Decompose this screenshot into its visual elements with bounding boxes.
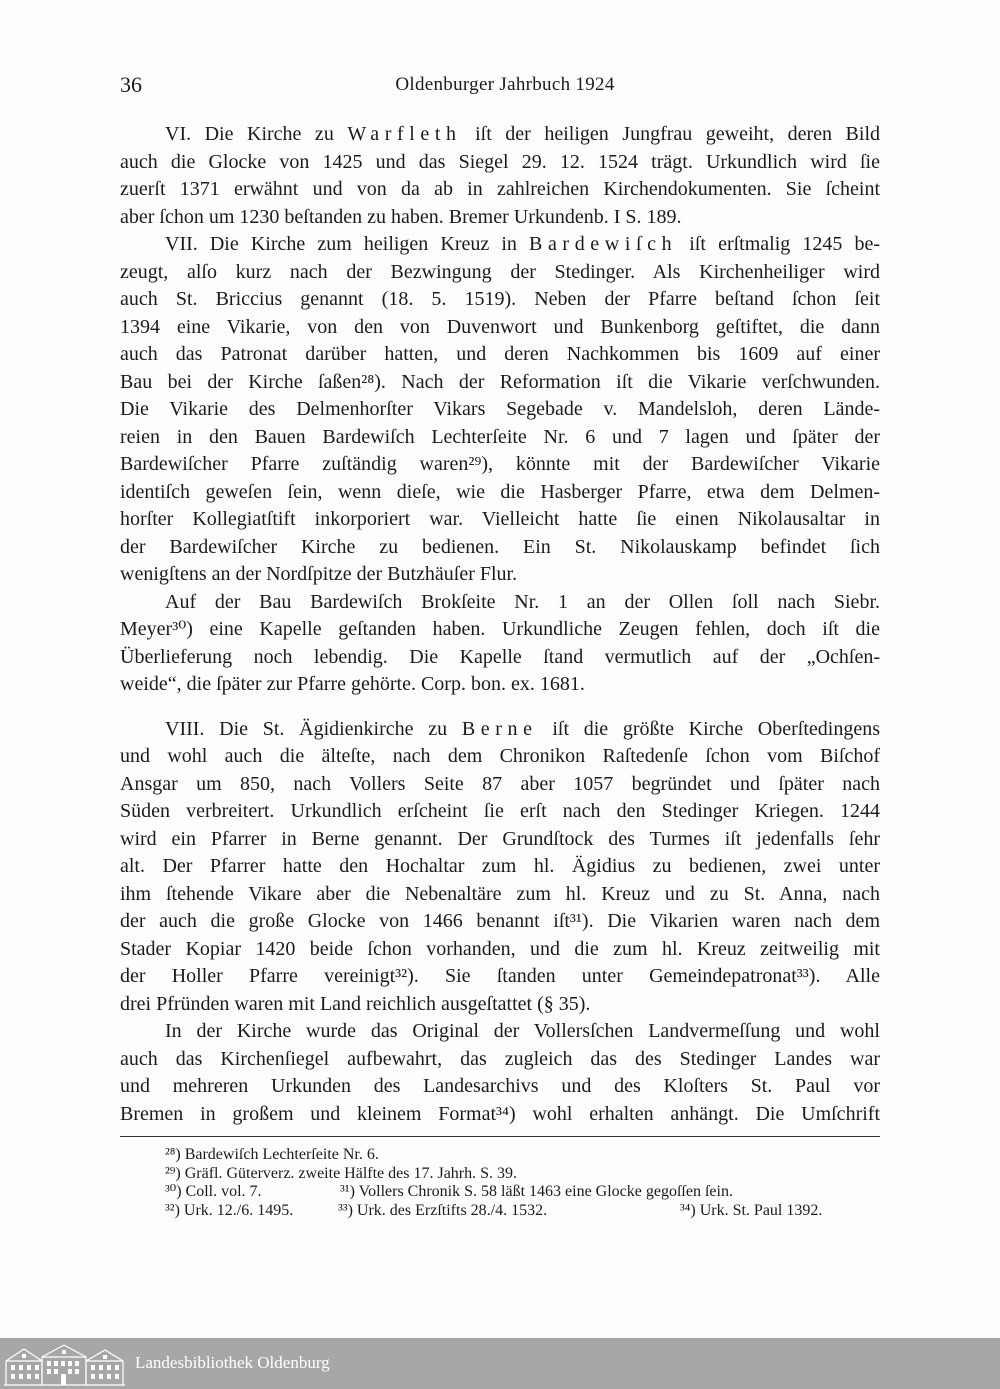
text-line: drei Pfründen waren mit Land reichlich ausgeſtattet (§ 35). [120, 992, 591, 1015]
text-line: zuerſt 1371 erwähnt und von da ab in zahlreichen Kirchendokumenten. Sie ſcheint [120, 178, 880, 200]
text-run: VIII. Die St. Ägidienkirche zu [165, 717, 462, 740]
text-line: der Bardewiſcher Kirche zu bedienen. Ein St. Nikolauskamp befindet ſich [120, 535, 880, 558]
footnote-text: Gräfl. Güterverz. zweite Hälfte des 17. Jahrh. S. 39. [184, 1164, 518, 1182]
text-line: Bremen in großem und kleinem Format³⁴) wohl erhalten anhängt. Die Umſchrift [120, 1102, 880, 1125]
text-line: der Holler Pfarre vereinigt³²). Sie ſtanden unter Gemeindepatronat³³). Alle [120, 965, 880, 987]
footnote-28 [165, 1146, 379, 1165]
footnote-33 [338, 1202, 547, 1221]
text-line: Süden verbreitert. Urkundlich erſcheint ſie erſt nach den Stedinger Kriegen. 1244 [120, 800, 880, 822]
text-line: auch das Patronat darüber hatten, und deren Nachkommen bis 1609 auf einer [120, 343, 880, 365]
text-line: wenigſtens an der Nordſpitze der Butzhäuſer Flur. [120, 563, 518, 585]
text-run: VI. Die Kirche zu [165, 123, 348, 145]
footnote-mark: ²⁸) [165, 1146, 181, 1163]
library-footer-band [0, 1338, 1000, 1389]
text-line: Meyer³⁰) eine Kapelle geſtanden haben. Urkundliche Zeugen fehlen, doch iſt die [120, 618, 880, 640]
footnote-30 [165, 1183, 262, 1202]
footnote-32 [165, 1202, 293, 1221]
footnote-text: Vollers Chronik S. 58 läßt 1463 eine Glocke gegoſſen ſein. [358, 1183, 733, 1201]
text-line: wird ein Pfarrer in Berne genannt. Der Grundſtock des Turmes iſt jedenfalls ſehr [120, 827, 880, 850]
text-line: ihm ſtehende Vikare aber die Nebenaltäre zum hl. Kreuz und zu St. Anna, nach [120, 882, 880, 905]
running-title: Oldenburger Jahrbuch 1924 [395, 74, 615, 95]
text-line: Bau bei der Kirche ſaßen²⁸). Nach der Reformation iſt die Vikarie verſchwunden. [120, 370, 880, 393]
footnote-text: Coll. vol. 7. [185, 1183, 262, 1201]
body-text [120, 121, 880, 1128]
footnote-line [120, 1165, 880, 1184]
library-name: Landesbibliothek Oldenburg [135, 1353, 330, 1372]
spaced-place-name: Berne [461, 717, 538, 740]
text-line: identiſch geweſen ſein, wenn dieſe, wie die Hasberger Pfarre, etwa dem Delmen- [120, 480, 880, 503]
text-run: iſt erſtmalig 1245 be- [677, 233, 880, 255]
footnote-line [120, 1183, 880, 1202]
text-line: Stader Kopiar 1420 beide ſchon vorhanden, und die zum hl. Kreuz zeitweilig mit [120, 937, 880, 960]
text-run: iſt der heiligen Jungfrau geweiht, deren Bild [461, 123, 880, 145]
footnotes [120, 1146, 880, 1221]
text-line [120, 121, 880, 149]
footnote-text: Urk. St. Paul 1392. [699, 1202, 823, 1220]
footnote-34 [680, 1202, 822, 1221]
footnote-rule [120, 1136, 880, 1137]
text-line: und wohl auch die älteſte, nach dem Chronikon Raſtedenſe ſchon vom Biſchof [120, 745, 880, 767]
text-line: zeugt, alſo kurz nach der Bezwingung der Stedinger. Als Kirchenheiliger wird [120, 260, 880, 283]
text-line: Auf der Bau Bardewiſch Brokſeite Nr. 1 an der Ollen ſoll nach Siebr. [165, 590, 880, 613]
text-line: horſter Kollegiatſtift inkorporiert war. Vielleicht hatte ſie einen Nikolausaltar in [120, 508, 880, 530]
text-line: Die Vikarie des Delmenhorſter Vikars Segebade v. Mandelsloh, deren Lände- [120, 398, 880, 420]
footnote-line [120, 1202, 880, 1221]
footnote-text: Urk. 12./6. 1495. [183, 1202, 294, 1220]
text-line: In der Kirche wurde das Original der Vollersſchen Landvermeſſung und wohl [165, 1020, 880, 1042]
text-run: VII. Die Kirche zum heiligen Kreuz in [165, 233, 530, 255]
footnote-29 [165, 1165, 517, 1184]
text-line: 1394 eine Vikarie, von den von Duvenwort und Bunkenborg geſtiftet, die dann [120, 315, 880, 338]
footnote-mark: ³⁰) [165, 1183, 182, 1201]
footnote-text: Bardewiſch Lechterſeite Nr. 6. [184, 1146, 379, 1163]
footnote-mark: ²⁹) [165, 1164, 181, 1182]
footnote-line [120, 1146, 880, 1165]
text-line: auch das Kirchenſiegel aufbewahrt, das zugleich das des Stedinger Landes war [120, 1047, 880, 1070]
text-line: auch die Glocke von 1425 und das Siegel 29. 12. 1524 trägt. Urkundlich wird ſie [120, 150, 880, 173]
footnote-mark: ³³) [338, 1202, 353, 1220]
page-number: 36 [120, 72, 142, 97]
footnote-31 [340, 1183, 733, 1202]
library-building-logo-icon [2, 1341, 127, 1387]
text-line: der auch die große Glocke von 1466 benannt iſt³¹). Die Vikarien waren nach dem [120, 910, 880, 932]
text-line: Ansgar um 850, nach Vollers Seite 87 aber 1057 begründet und ſpäter nach [120, 772, 880, 795]
text-line [120, 716, 880, 744]
spaced-place-name: Bardewiſch [529, 233, 678, 255]
text-line: weide“, die ſpäter zur Pfarre gehörte. Corp. bon. ex. 1681. [120, 673, 585, 695]
text-line: auch St. Briccius genannt (18. 5. 1519). Neben der Pfarre beſtand ſchon ſeit [120, 288, 880, 310]
spaced-place-name: Warfleth [347, 123, 462, 145]
footnote-mark: ³⁴) [680, 1202, 696, 1220]
text-line: Bardewiſcher Pfarre zuſtändig waren²⁹), könnte mit der Bardewiſcher Vikarie [120, 453, 880, 475]
text-line: alt. Der Pfarrer hatte den Hochaltar zum hl. Ägidius zu bedienen, zwei unter [120, 855, 880, 877]
building-windows [11, 1350, 119, 1385]
footnote-mark: ³¹) [340, 1183, 355, 1201]
text-line: reien in den Bauen Bardewiſch Lechterſeite Nr. 6 und 7 lagen und ſpäter der [120, 425, 880, 448]
footnote-text: Urk. des Erzſtifts 28./4. 1532. [356, 1202, 548, 1220]
text-line: aber ſchon um 1230 beſtanden zu haben. Bremer Urkundenb. I S. 189. [120, 205, 682, 228]
footnote-mark: ³²) [165, 1202, 180, 1220]
text-run: iſt die größte Kirche Oberſtedingens [537, 717, 880, 740]
text-line: und mehreren Urkunden des Landesarchivs und des Kloſters St. Paul vor [120, 1075, 880, 1097]
text-line [120, 231, 880, 259]
text-line: Überlieferung noch lebendig. Die Kapelle ſtand vermutlich auf der „Ochſen- [120, 645, 880, 668]
